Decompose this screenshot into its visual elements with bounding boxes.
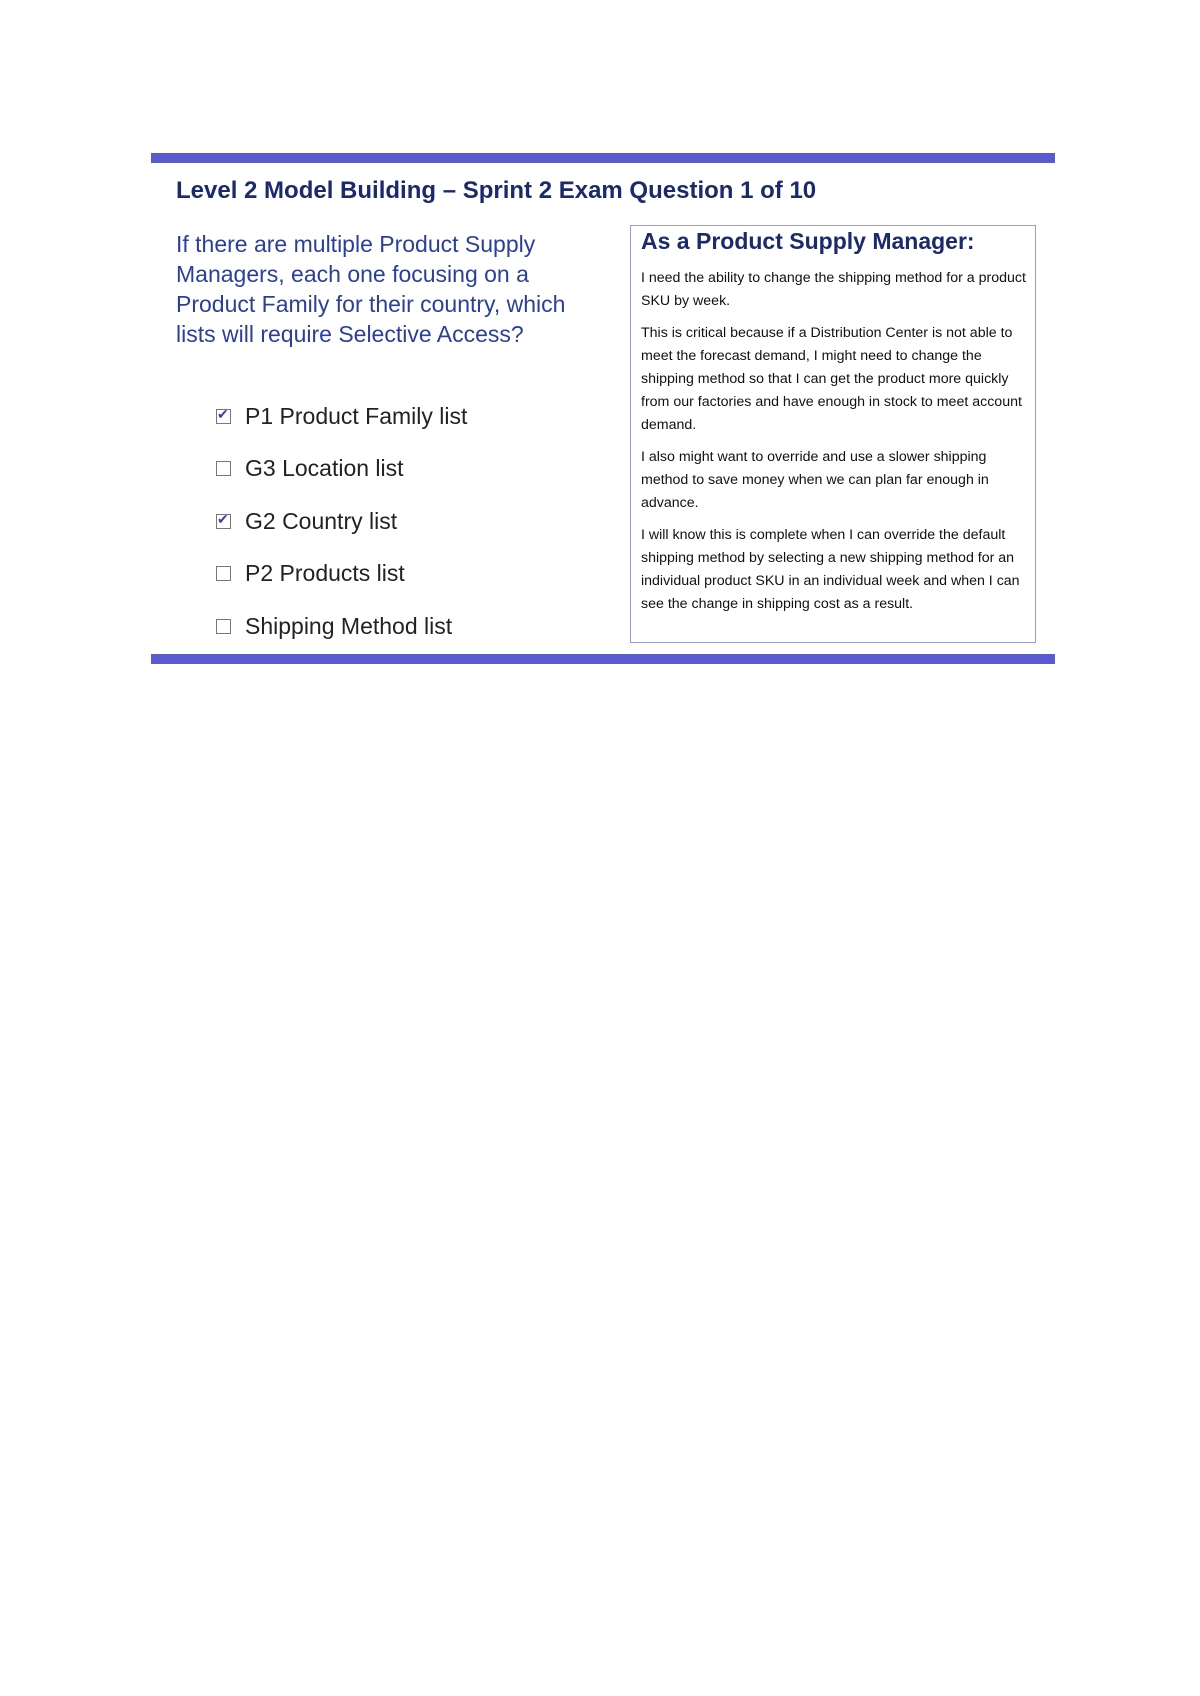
user-story-paragraph: I will know this is complete when I can override the default shipping method by selecting a new shipping method for an individual product SKU in an individual week and when I can see the change in shipping cost as a result.	[641, 527, 1020, 612]
checkbox-icon[interactable]	[216, 461, 231, 476]
checkbox-icon[interactable]	[216, 409, 231, 424]
user-story-paragraph: I also might want to override and use a slower shipping method to save money when we can plan far enough in advance.	[641, 449, 989, 511]
exam-slide	[151, 153, 1055, 664]
option-g3-location[interactable]	[216, 454, 467, 484]
option-p2-products[interactable]	[216, 559, 467, 589]
option-label: G3 Location list	[245, 455, 404, 481]
checkbox-icon[interactable]	[216, 619, 231, 634]
top-accent-bar	[151, 153, 1055, 163]
option-g2-country[interactable]	[216, 506, 467, 536]
option-label: P2 Products list	[245, 560, 405, 586]
question-text: If there are multiple Product Supply Managers, each one focusing on a Product Family for their country, which lists will require Selective Access?	[176, 231, 566, 347]
slide-title: Level 2 Model Building – Sprint 2 Exam Question 1 of 10	[176, 177, 817, 204]
user-story-box	[630, 225, 1036, 643]
checkbox-icon[interactable]	[216, 566, 231, 581]
bottom-accent-bar	[151, 654, 1055, 664]
option-label: P1 Product Family list	[245, 402, 468, 429]
user-story-paragraph: This is critical because if a Distribution Center is not able to meet the forecast demand, I might need to change the shipping method so that I can get the product more quickly from our factories and have enough in stock to meet account demand.	[641, 325, 1022, 433]
option-shipping-method[interactable]	[216, 611, 467, 641]
user-story-paragraph: I need the ability to change the shipping method for a product SKU by week.	[641, 270, 1026, 309]
user-story-heading: As a Product Supply Manager:	[641, 228, 975, 254]
option-label: Shipping Method list	[245, 612, 453, 639]
option-label: G2 Country list	[245, 507, 398, 534]
option-p1-product-family[interactable]	[216, 401, 467, 431]
answer-options	[216, 401, 467, 664]
checkbox-icon[interactable]	[216, 514, 231, 529]
